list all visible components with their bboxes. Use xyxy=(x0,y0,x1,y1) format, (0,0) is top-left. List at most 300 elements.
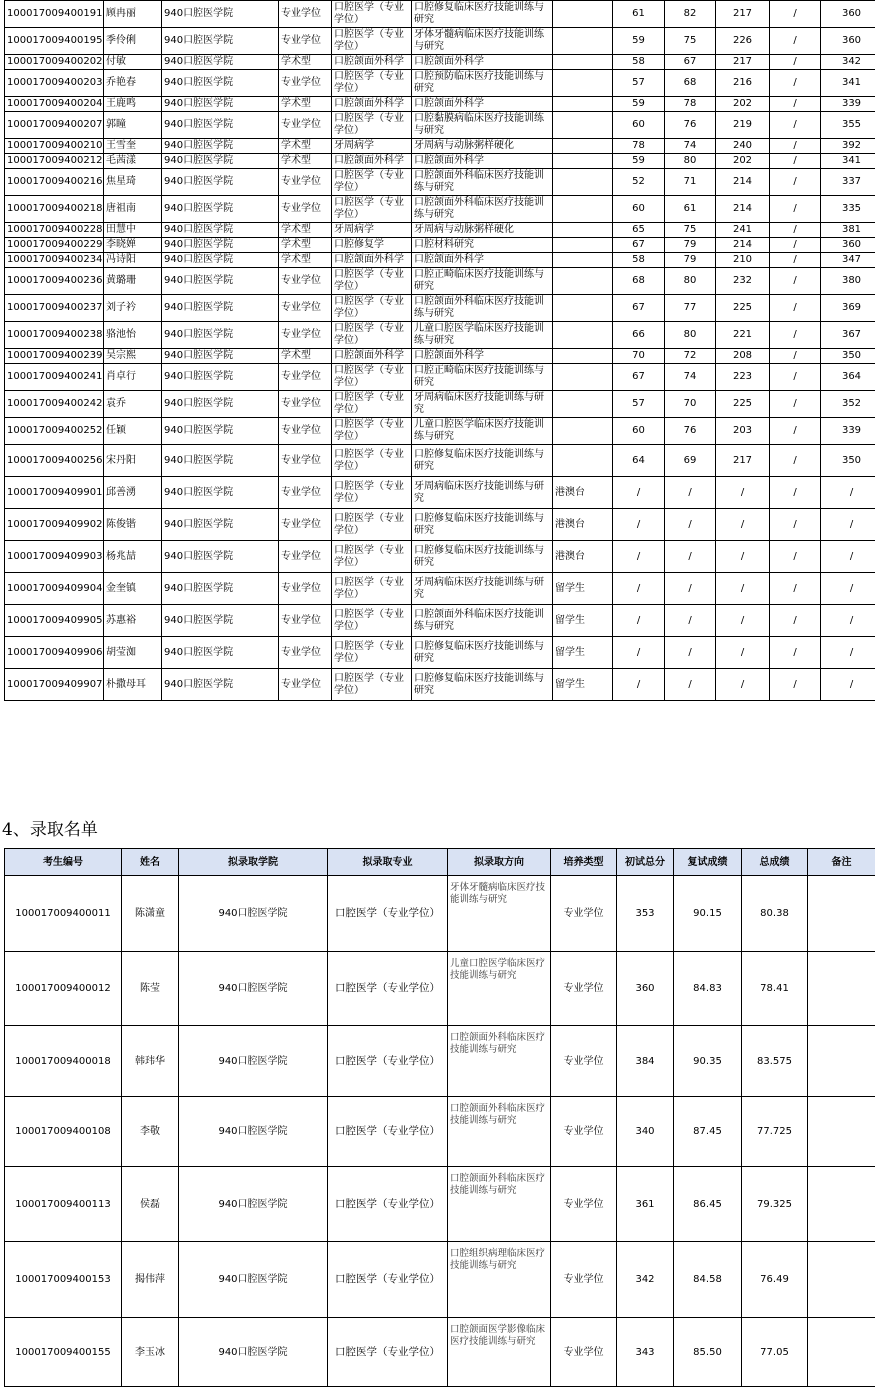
score-row xyxy=(5,139,875,154)
cell-name: 李晓婵 xyxy=(104,238,162,253)
cell-candidate-id: 100017009400234 xyxy=(5,253,104,268)
score-row xyxy=(5,322,875,349)
cell-score-1: / xyxy=(613,573,665,605)
cell-note xyxy=(553,97,613,112)
cell-direction: 口腔颌面外科学 xyxy=(412,253,553,268)
cell-score-3: 226 xyxy=(716,28,770,55)
cell-direction: 口腔颌面外科临床医疗技能训练与研究 xyxy=(412,196,553,223)
cell-candidate-id: 100017009400236 xyxy=(5,268,104,295)
cell-training-type: 专业学位 xyxy=(551,1318,617,1387)
cell-candidate-id: 100017009400218 xyxy=(5,196,104,223)
cell-retest-score: 85.50 xyxy=(674,1318,742,1387)
cell-major: 口腔医学（专业学位） xyxy=(332,573,412,605)
cell-candidate-id: 100017009400011 xyxy=(5,876,122,952)
cell-type: 专业学位 xyxy=(279,418,332,445)
cell-type: 专业学位 xyxy=(279,669,332,701)
cell-score-4: / xyxy=(770,154,821,169)
cell-candidate-id: 100017009400202 xyxy=(5,55,104,70)
score-row xyxy=(5,97,875,112)
score-row xyxy=(5,349,875,364)
cell-candidate-id: 100017009400229 xyxy=(5,238,104,253)
cell-major: 口腔医学（专业学位） xyxy=(332,322,412,349)
cell-score-1: / xyxy=(613,509,665,541)
cell-note xyxy=(553,253,613,268)
cell-candidate-id: 100017009400207 xyxy=(5,112,104,139)
cell-total: 369 xyxy=(821,295,875,322)
cell-candidate-id: 100017009400204 xyxy=(5,97,104,112)
cell-college: 940口腔医学院 xyxy=(162,322,279,349)
cell-direction: 口腔颌面外科学 xyxy=(412,97,553,112)
cell-name: 苏惠裕 xyxy=(104,605,162,637)
cell-score-4: / xyxy=(770,70,821,97)
cell-score-2: 69 xyxy=(665,445,716,477)
cell-note xyxy=(553,445,613,477)
cell-type: 专业学位 xyxy=(279,509,332,541)
cell-total: 352 xyxy=(821,391,875,418)
cell-score-3: 216 xyxy=(716,70,770,97)
cell-major: 口腔医学（专业学位） xyxy=(332,391,412,418)
cell-retest-score: 90.15 xyxy=(674,876,742,952)
cell-name: 李敬 xyxy=(122,1097,179,1167)
cell-name: 刘子衿 xyxy=(104,295,162,322)
cell-score-4: / xyxy=(770,477,821,509)
cell-score-3: 240 xyxy=(716,139,770,154)
cell-total-score: 77.05 xyxy=(742,1318,808,1387)
cell-note xyxy=(553,223,613,238)
cell-major: 口腔医学（专业学位） xyxy=(332,669,412,701)
cell-college: 940口腔医学院 xyxy=(162,268,279,295)
cell-score-3: 217 xyxy=(716,55,770,70)
cell-type: 学术型 xyxy=(279,55,332,70)
cell-name: 季伶俐 xyxy=(104,28,162,55)
cell-college: 940口腔医学院 xyxy=(162,509,279,541)
score-row xyxy=(5,253,875,268)
cell-note xyxy=(553,349,613,364)
score-row xyxy=(5,445,875,477)
cell-name: 骆池怡 xyxy=(104,322,162,349)
cell-name: 金奎镇 xyxy=(104,573,162,605)
cell-candidate-id: 100017009400018 xyxy=(5,1026,122,1097)
cell-name: 乔艳春 xyxy=(104,70,162,97)
admission-header-row xyxy=(5,849,875,876)
cell-score-4: / xyxy=(770,28,821,55)
cell-total: 360 xyxy=(821,1,875,28)
cell-type: 专业学位 xyxy=(279,112,332,139)
header-total-score: 总成绩 xyxy=(742,849,808,876)
cell-major: 口腔医学（专业学位） xyxy=(332,541,412,573)
cell-direction: 口腔修复临床医疗技能训练与研究 xyxy=(412,509,553,541)
cell-direction: 口腔修复临床医疗技能训练与研究 xyxy=(412,637,553,669)
cell-score-3: 203 xyxy=(716,418,770,445)
cell-score-2: 79 xyxy=(665,253,716,268)
header-name: 姓名 xyxy=(122,849,179,876)
cell-type: 专业学位 xyxy=(279,196,332,223)
cell-score-3: / xyxy=(716,605,770,637)
score-row xyxy=(5,268,875,295)
cell-major: 口腔医学（专业学位） xyxy=(332,70,412,97)
cell-score-1: 59 xyxy=(613,97,665,112)
cell-direction: 口腔材料研究 xyxy=(412,238,553,253)
cell-college: 940口腔医学院 xyxy=(162,418,279,445)
cell-note xyxy=(553,1,613,28)
cell-training-type: 专业学位 xyxy=(551,1026,617,1097)
cell-score-4: / xyxy=(770,418,821,445)
cell-candidate-id: 100017009400242 xyxy=(5,391,104,418)
cell-college: 940口腔医学院 xyxy=(162,154,279,169)
cell-candidate-id: 100017009409904 xyxy=(5,573,104,605)
cell-direction: 口腔颌面医学影像临床医疗技能训练与研究 xyxy=(448,1318,551,1387)
cell-direction: 口腔颌面外科临床医疗技能训练与研究 xyxy=(448,1167,551,1242)
cell-score-2: 76 xyxy=(665,112,716,139)
cell-candidate-id: 100017009400252 xyxy=(5,418,104,445)
cell-score-1: 64 xyxy=(613,445,665,477)
cell-score-1: 61 xyxy=(613,1,665,28)
cell-name: 陈俊锴 xyxy=(104,509,162,541)
score-row xyxy=(5,28,875,55)
cell-college: 940口腔医学院 xyxy=(162,295,279,322)
cell-name: 朴撒母耳 xyxy=(104,669,162,701)
cell-direction: 口腔颌面外科临床医疗技能训练与研究 xyxy=(412,295,553,322)
cell-score-4: / xyxy=(770,55,821,70)
cell-score-1: 66 xyxy=(613,322,665,349)
score-row xyxy=(5,223,875,238)
cell-direction: 口腔颌面外科学 xyxy=(412,55,553,70)
cell-direction: 牙周病与动脉粥样硬化 xyxy=(412,223,553,238)
cell-college: 940口腔医学院 xyxy=(162,1,279,28)
cell-score-4: / xyxy=(770,669,821,701)
cell-score-4: / xyxy=(770,391,821,418)
header-major: 拟录取专业 xyxy=(328,849,448,876)
cell-total: 364 xyxy=(821,364,875,391)
cell-direction: 牙体牙髓病临床医疗技能训练与研究 xyxy=(412,28,553,55)
cell-candidate-id: 100017009400256 xyxy=(5,445,104,477)
cell-score-2: / xyxy=(665,477,716,509)
cell-score-1: 52 xyxy=(613,169,665,196)
cell-major: 口腔医学（专业学位） xyxy=(332,196,412,223)
cell-score-1: 60 xyxy=(613,112,665,139)
cell-candidate-id: 100017009400237 xyxy=(5,295,104,322)
cell-score-1: / xyxy=(613,605,665,637)
cell-initial-score: 361 xyxy=(617,1167,674,1242)
cell-note xyxy=(553,196,613,223)
admission-row xyxy=(5,876,875,952)
cell-note xyxy=(553,139,613,154)
score-row xyxy=(5,55,875,70)
cell-college: 940口腔医学院 xyxy=(179,1242,328,1318)
cell-college: 940口腔医学院 xyxy=(179,1097,328,1167)
cell-type: 专业学位 xyxy=(279,322,332,349)
cell-total: / xyxy=(821,605,875,637)
cell-score-2: 77 xyxy=(665,295,716,322)
cell-type: 专业学位 xyxy=(279,28,332,55)
cell-score-2: 67 xyxy=(665,55,716,70)
cell-total-score: 83.575 xyxy=(742,1026,808,1097)
score-row xyxy=(5,295,875,322)
cell-score-1: / xyxy=(613,669,665,701)
cell-score-2: 75 xyxy=(665,223,716,238)
cell-total: 350 xyxy=(821,445,875,477)
cell-score-3: 210 xyxy=(716,253,770,268)
header-direction: 拟录取方向 xyxy=(448,849,551,876)
cell-note xyxy=(553,70,613,97)
cell-major: 口腔医学（专业学位） xyxy=(332,1,412,28)
cell-score-2: / xyxy=(665,509,716,541)
cell-note xyxy=(553,391,613,418)
cell-remarks xyxy=(808,1318,875,1387)
cell-candidate-id: 100017009400228 xyxy=(5,223,104,238)
cell-score-2: 79 xyxy=(665,238,716,253)
admission-row xyxy=(5,1242,875,1318)
cell-candidate-id: 100017009400113 xyxy=(5,1167,122,1242)
cell-score-1: 67 xyxy=(613,238,665,253)
cell-college: 940口腔医学院 xyxy=(162,364,279,391)
cell-direction: 口腔修复临床医疗技能训练与研究 xyxy=(412,669,553,701)
cell-type: 学术型 xyxy=(279,223,332,238)
header-college: 拟录取学院 xyxy=(179,849,328,876)
cell-major: 口腔医学（专业学位） xyxy=(332,268,412,295)
cell-college: 940口腔医学院 xyxy=(162,477,279,509)
cell-type: 专业学位 xyxy=(279,541,332,573)
admission-row xyxy=(5,952,875,1026)
cell-score-1: 67 xyxy=(613,295,665,322)
cell-type: 专业学位 xyxy=(279,364,332,391)
cell-name: 郭瞳 xyxy=(104,112,162,139)
cell-major: 口腔颌面外科学 xyxy=(332,349,412,364)
cell-direction: 口腔正畸临床医疗技能训练与研究 xyxy=(412,364,553,391)
cell-score-3: 202 xyxy=(716,97,770,112)
cell-major: 口腔医学（专业学位） xyxy=(332,28,412,55)
cell-score-2: 72 xyxy=(665,349,716,364)
cell-score-3: 214 xyxy=(716,196,770,223)
cell-direction: 口腔正畸临床医疗技能训练与研究 xyxy=(412,268,553,295)
cell-candidate-id: 100017009409902 xyxy=(5,509,104,541)
cell-total: 335 xyxy=(821,196,875,223)
cell-total: 350 xyxy=(821,349,875,364)
cell-candidate-id: 100017009409905 xyxy=(5,605,104,637)
score-row xyxy=(5,70,875,97)
score-row xyxy=(5,196,875,223)
cell-score-1: 58 xyxy=(613,253,665,268)
cell-candidate-id: 100017009409903 xyxy=(5,541,104,573)
cell-total: / xyxy=(821,477,875,509)
cell-name: 袁乔 xyxy=(104,391,162,418)
header-candidate-id: 考生编号 xyxy=(5,849,122,876)
cell-score-2: 82 xyxy=(665,1,716,28)
cell-candidate-id: 100017009400212 xyxy=(5,154,104,169)
cell-major: 口腔医学（专业学位） xyxy=(328,1242,448,1318)
score-row xyxy=(5,154,875,169)
cell-note xyxy=(553,169,613,196)
header-initial-score: 初试总分 xyxy=(617,849,674,876)
cell-total-score: 78.41 xyxy=(742,952,808,1026)
cell-score-1: 78 xyxy=(613,139,665,154)
cell-direction: 口腔颌面外科临床医疗技能训练与研究 xyxy=(412,169,553,196)
cell-training-type: 专业学位 xyxy=(551,876,617,952)
cell-college: 940口腔医学院 xyxy=(162,223,279,238)
cell-candidate-id: 100017009400210 xyxy=(5,139,104,154)
cell-college: 940口腔医学院 xyxy=(179,876,328,952)
cell-name: 肖卓行 xyxy=(104,364,162,391)
cell-note: 留学生 xyxy=(553,637,613,669)
cell-training-type: 专业学位 xyxy=(551,952,617,1026)
cell-score-3: 214 xyxy=(716,169,770,196)
cell-total: 360 xyxy=(821,28,875,55)
cell-score-2: 74 xyxy=(665,364,716,391)
score-row xyxy=(5,1,875,28)
cell-name: 杨兆喆 xyxy=(104,541,162,573)
cell-score-2: 78 xyxy=(665,97,716,112)
cell-score-4: / xyxy=(770,349,821,364)
cell-score-4: / xyxy=(770,509,821,541)
cell-college: 940口腔医学院 xyxy=(162,28,279,55)
cell-name: 唐祖南 xyxy=(104,196,162,223)
cell-remarks xyxy=(808,1026,875,1097)
cell-name: 陈莹 xyxy=(122,952,179,1026)
cell-score-2: 61 xyxy=(665,196,716,223)
cell-score-1: 59 xyxy=(613,28,665,55)
cell-major: 口腔修复学 xyxy=(332,238,412,253)
cell-direction: 牙周病临床医疗技能训练与研究 xyxy=(412,477,553,509)
cell-type: 专业学位 xyxy=(279,169,332,196)
header-remarks: 备注 xyxy=(808,849,875,876)
cell-retest-score: 84.58 xyxy=(674,1242,742,1318)
cell-score-1: 67 xyxy=(613,364,665,391)
cell-direction: 儿童口腔医学临床医疗技能训练与研究 xyxy=(448,952,551,1026)
score-row xyxy=(5,169,875,196)
cell-type: 学术型 xyxy=(279,97,332,112)
cell-college: 940口腔医学院 xyxy=(162,349,279,364)
cell-name: 王鹿鸣 xyxy=(104,97,162,112)
cell-major: 口腔医学（专业学位） xyxy=(332,112,412,139)
cell-score-1: 60 xyxy=(613,418,665,445)
cell-name: 胡莹洳 xyxy=(104,637,162,669)
cell-total: 360 xyxy=(821,238,875,253)
cell-score-3: 214 xyxy=(716,238,770,253)
admission-row xyxy=(5,1318,875,1387)
cell-type: 专业学位 xyxy=(279,573,332,605)
cell-college: 940口腔医学院 xyxy=(162,669,279,701)
cell-direction: 口腔颌面外科临床医疗技能训练与研究 xyxy=(448,1026,551,1097)
cell-remarks xyxy=(808,1097,875,1167)
cell-candidate-id: 100017009409901 xyxy=(5,477,104,509)
cell-initial-score: 360 xyxy=(617,952,674,1026)
cell-retest-score: 87.45 xyxy=(674,1097,742,1167)
cell-type: 专业学位 xyxy=(279,268,332,295)
cell-initial-score: 340 xyxy=(617,1097,674,1167)
cell-score-1: 70 xyxy=(613,349,665,364)
cell-direction: 儿童口腔医学临床医疗技能训练与研究 xyxy=(412,322,553,349)
cell-score-4: / xyxy=(770,637,821,669)
cell-direction: 口腔修复临床医疗技能训练与研究 xyxy=(412,541,553,573)
cell-score-2: 80 xyxy=(665,154,716,169)
cell-score-1: / xyxy=(613,477,665,509)
cell-score-3: / xyxy=(716,637,770,669)
cell-score-4: / xyxy=(770,573,821,605)
cell-score-2: / xyxy=(665,605,716,637)
cell-score-4: / xyxy=(770,112,821,139)
cell-total: 339 xyxy=(821,97,875,112)
cell-direction: 口腔颌面外科临床医疗技能训练与研究 xyxy=(448,1097,551,1167)
cell-college: 940口腔医学院 xyxy=(162,55,279,70)
cell-note: 留学生 xyxy=(553,605,613,637)
cell-score-3: 208 xyxy=(716,349,770,364)
cell-total-score: 79.325 xyxy=(742,1167,808,1242)
header-training-type: 培养类型 xyxy=(551,849,617,876)
cell-major: 口腔医学（专业学位） xyxy=(332,364,412,391)
cell-score-4: / xyxy=(770,295,821,322)
cell-note xyxy=(553,154,613,169)
cell-total: / xyxy=(821,637,875,669)
cell-score-1: 59 xyxy=(613,154,665,169)
score-row xyxy=(5,391,875,418)
cell-total: 341 xyxy=(821,154,875,169)
cell-type: 专业学位 xyxy=(279,605,332,637)
cell-college: 940口腔医学院 xyxy=(179,952,328,1026)
cell-college: 940口腔医学院 xyxy=(179,1167,328,1242)
cell-remarks xyxy=(808,952,875,1026)
cell-score-4: / xyxy=(770,238,821,253)
cell-score-1: 60 xyxy=(613,196,665,223)
cell-college: 940口腔医学院 xyxy=(162,541,279,573)
score-row xyxy=(5,418,875,445)
cell-total: 381 xyxy=(821,223,875,238)
cell-note: 留学生 xyxy=(553,573,613,605)
cell-total: 392 xyxy=(821,139,875,154)
score-row xyxy=(5,541,875,573)
cell-candidate-id: 100017009400203 xyxy=(5,70,104,97)
cell-name: 顾冉丽 xyxy=(104,1,162,28)
cell-name: 任颖 xyxy=(104,418,162,445)
cell-score-3: 202 xyxy=(716,154,770,169)
cell-name: 王雪奎 xyxy=(104,139,162,154)
cell-score-2: / xyxy=(665,669,716,701)
cell-major: 口腔医学（专业学位） xyxy=(332,509,412,541)
cell-score-3: / xyxy=(716,669,770,701)
score-row xyxy=(5,364,875,391)
cell-candidate-id: 100017009400153 xyxy=(5,1242,122,1318)
cell-type: 专业学位 xyxy=(279,70,332,97)
cell-score-2: 80 xyxy=(665,268,716,295)
cell-score-1: / xyxy=(613,637,665,669)
cell-name: 韩玮华 xyxy=(122,1026,179,1097)
cell-score-4: / xyxy=(770,541,821,573)
cell-major: 口腔颌面外科学 xyxy=(332,55,412,70)
cell-name: 黄璐珊 xyxy=(104,268,162,295)
cell-college: 940口腔医学院 xyxy=(162,253,279,268)
cell-direction: 儿童口腔医学临床医疗技能训练与研究 xyxy=(412,418,553,445)
cell-major: 口腔医学（专业学位） xyxy=(328,952,448,1026)
cell-score-4: / xyxy=(770,253,821,268)
cell-score-1: 68 xyxy=(613,268,665,295)
cell-initial-score: 343 xyxy=(617,1318,674,1387)
cell-name: 李玉冰 xyxy=(122,1318,179,1387)
cell-candidate-id: 100017009400216 xyxy=(5,169,104,196)
cell-name: 毛茜漾 xyxy=(104,154,162,169)
cell-candidate-id: 100017009409907 xyxy=(5,669,104,701)
cell-major: 口腔颌面外科学 xyxy=(332,253,412,268)
cell-remarks xyxy=(808,1242,875,1318)
cell-type: 专业学位 xyxy=(279,295,332,322)
cell-major: 口腔颌面外科学 xyxy=(332,154,412,169)
cell-college: 940口腔医学院 xyxy=(162,70,279,97)
cell-direction: 牙体牙髓病临床医疗技能训练与研究 xyxy=(448,876,551,952)
cell-note xyxy=(553,295,613,322)
cell-direction: 口腔修复临床医疗技能训练与研究 xyxy=(412,1,553,28)
cell-score-2: / xyxy=(665,637,716,669)
cell-name: 付敏 xyxy=(104,55,162,70)
admission-table xyxy=(4,848,875,1387)
cell-college: 940口腔医学院 xyxy=(162,169,279,196)
